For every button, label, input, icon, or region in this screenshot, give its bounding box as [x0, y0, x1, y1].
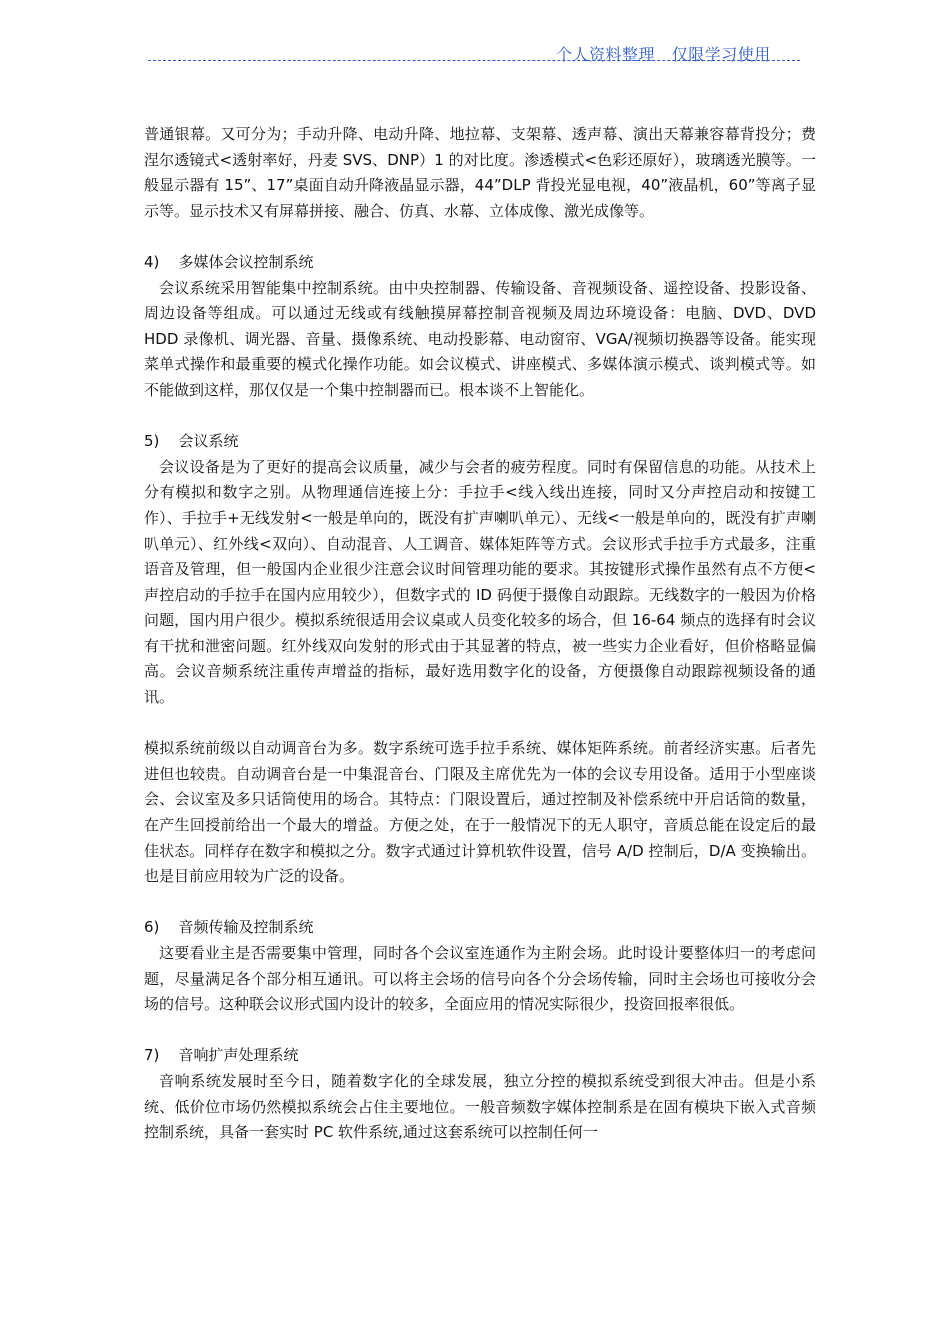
section-heading-7: 7) 音响扩声处理系统: [144, 1046, 299, 1065]
paragraph-display-tech: 普通银幕。又可分为；手动升降、电动升降、地拉幕、支架幕、透声幕、演出天幕兼容幕背投分；费涅尔透镜式<透射率好，丹麦 SVS、DNP）1 的对比度。渗透模式<色彩还原好），玻璃透光膜等。一般显示器有 15”、17”桌面自动升降液晶显示器，44”DLP 背投光显电视，40”液晶机，60”等离子显示等。显示技术又有屏幕拼接、融合、仿真、水幕、立体成像、激光成像等。: [144, 125, 816, 220]
spacer: [144, 404, 816, 430]
section-heading-5: 5) 会议系统: [144, 432, 239, 451]
paragraph-audio-transmission: 这要看业主是否需要集中管理，同时各个会议室连通作为主附会场。此时设计要整体归一的考虑问题，尽量满足各个部分相互通讯。可以将主会场的信号向各个分会场传输，同时主会场也可接收分会场的信号。这种联会议形式国内设计的较多，全面应用的情况实际很少，投资回报率很低。: [144, 944, 816, 1014]
page-header: 个人资料整理 仅限学习使用: [556, 45, 771, 64]
spacer: [144, 711, 816, 737]
spacer: [144, 890, 816, 916]
paragraph-conference-system: 会议设备是为了更好的提高会议质量，减少与会者的疲劳程度。同时有保留信息的功能。从技术上分有模拟和数字之别。从物理通信连接上分：手拉手<线入线出连接，同时又分声控启动和按键工作）、手拉手+无线发射<一般是单向的，既没有扩声喇叭单元）、无线<一般是单向的，既没有扩声喇叭单元）、红外线<双向）、自动混音、人工调音、媒体矩阵等方式。会议形式手拉手方式最多，注重语音及管理，但一般国内企业很少注意会议时间管理功能的要求。其按键形式操作虽然有点不方便<声控启动的手拉手在国内应用较少），但数字式的 ID 码便于摄像自动跟踪。无线数字的一般因为价格问题，国内用户很少。模拟系统很适用会议桌或人员变化较多的场合，但 16-64 频点的选择有时会议有干扰和泄密问题。红外线双向发射的形式由于其显著的特点，被一些实力企业看好，但价格略显偏高。会议音频系统注重传声增益的指标，最好选用数字化的设备，方便摄像自动跟踪视频设备的通讯。: [144, 457, 816, 707]
paragraph-sound-system: 音响系统发展时至今日，随着数字化的全球发展，独立分控的模拟系统受到很大冲击。但是小系统、低价位市场仍然模拟系统会占住主要地位。一般音频数字媒体控制系是在固有模块下嵌入式音频控制系统，具备一套实时 PC 软件系统,通过这套系统可以控制任何一: [144, 1071, 816, 1142]
section-heading-6: 6) 音频传输及控制系统: [144, 918, 314, 937]
paragraph-control-system: 会议系统采用智能集中控制系统。由中央控制器、传输设备、音视频设备、遥控设备、投影设备、周边设备等组成。可以通过无线或有线触摸屏幕控制音视频及周边环境设备：电脑、DVD、DVD HDD 录像机、调光器、音量、摄像系统、电动投影幕、电动窗帘、VGA/视频切换器等设备。能实现菜单式操作和最重要的模式化操作功能。如会议模式、讲座模式、多媒体演示模式、谈判模式等。如不能做到这样，那仅仅是一个集中控制器而已。根本谈不上智能化。: [144, 278, 816, 399]
paragraph-analog-system: 模拟系统前级以自动调音台为多。数字系统可选手拉手系统、媒体矩阵系统。前者经济实惠。后者先进但也较贵。自动调音台是一中集混音台、门限及主席优先为一体的会议专用设备。适用于小型座谈会、会议室及多只话筒使用的场合。其特点：门限设置后，通过控制及补偿系统中开启话筒的数量，在产生回授前给出一个最大的增益。方便之处，在于一般情况下的无人职守，音质总能在设定后的最佳状态。同样存在数字和模拟之分。数字式通过计算机软件设置，信号 A/D 控制后，D/A 变换输出。也是目前应用较为广泛的设备。: [144, 739, 816, 886]
header-divider: [148, 60, 800, 61]
section-heading-4: 4) 多媒体会议控制系统: [144, 252, 314, 271]
document-body: [144, 122, 816, 1146]
spacer: [144, 224, 816, 250]
spacer: [144, 1018, 816, 1044]
